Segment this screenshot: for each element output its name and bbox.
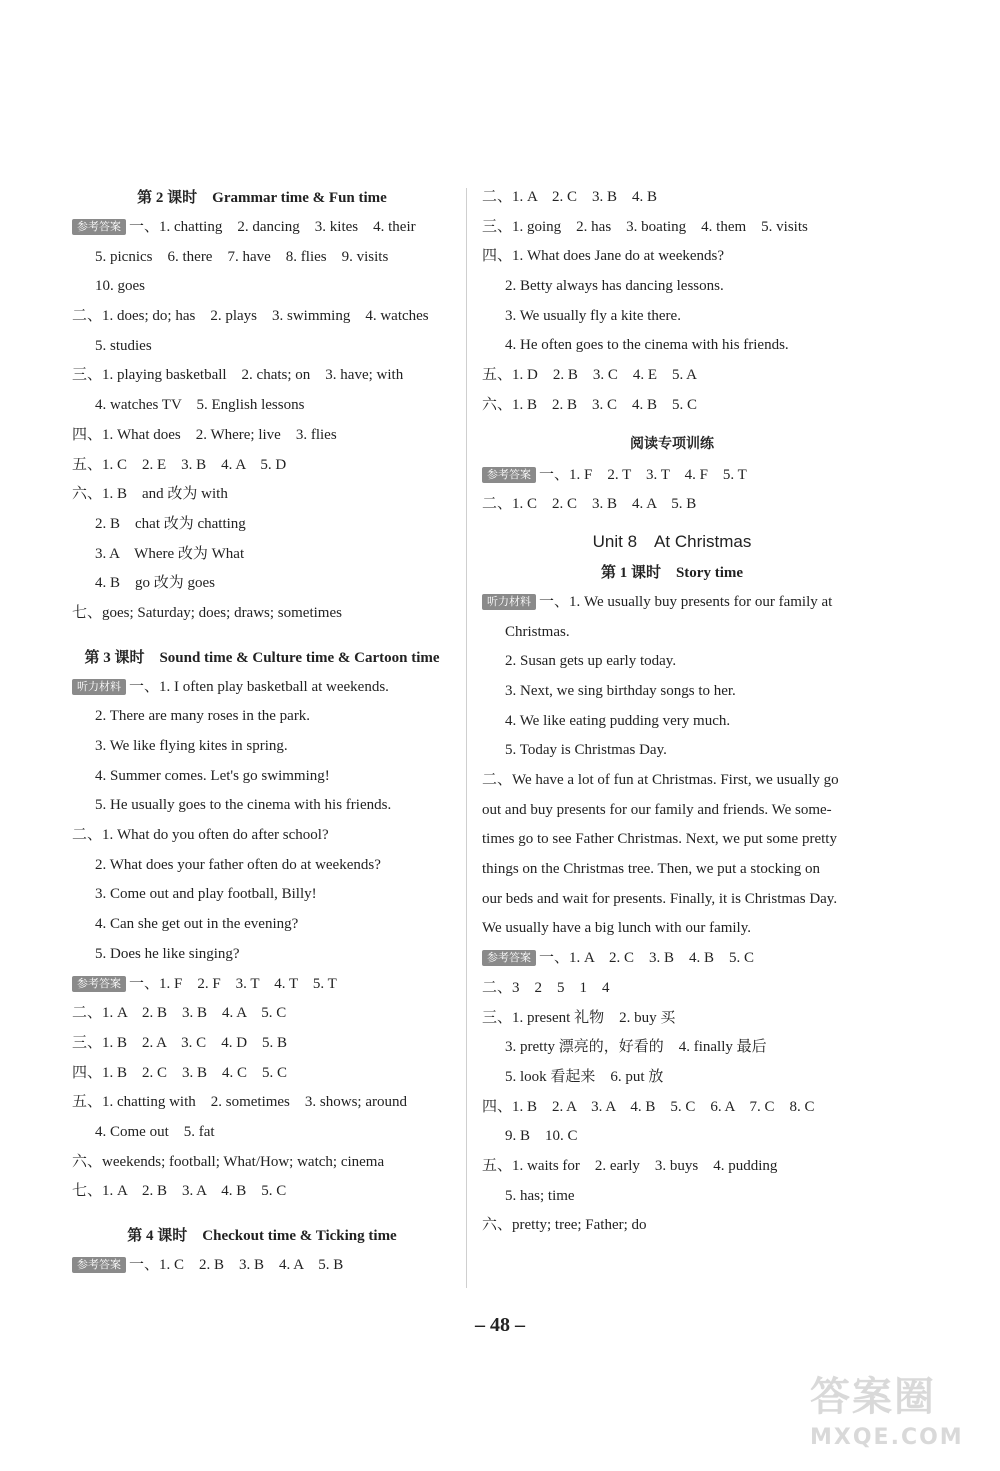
answer-line: 五、1. chatting with 2. sometimes 3. shows; around [72, 1094, 407, 1111]
answer-line: 5. has; time [505, 1187, 575, 1204]
listening-line: 听力材料 一、1. We usually buy presents for our family at [482, 588, 862, 618]
answer-line: 2. B chat 改为 chatting [95, 515, 246, 532]
answer-line: 参考答案 一、1. F 2. T 3. T 4. F 5. T [482, 461, 862, 491]
answer-line: 五、1. D 2. B 3. C 4. E 5. A [482, 367, 698, 384]
answer-line: 二、1. A 2. B 3. B 4. A 5. C [72, 1005, 287, 1022]
answer-line: 三、1. B 2. A 3. C 4. D 5. B [72, 1034, 288, 1051]
listening-badge: 听力材料 [482, 594, 536, 610]
answer-line: 四、1. What does Jane do at weekends? [482, 248, 725, 265]
listening-line: 4. We like eating pudding very much. [505, 712, 731, 729]
answer-line: 七、goes; Saturday; does; draws; sometimes [72, 604, 342, 621]
answer-line: 2. Betty always has dancing lessons. [505, 278, 724, 295]
column-divider [466, 188, 467, 1288]
listening-line: 二、1. What do you often do after school? [72, 827, 329, 844]
answer-line: 参考答案 一、1. A 2. C 3. B 4. B 5. C [482, 944, 862, 974]
answer-line: 六、1. B and 改为 with [72, 486, 228, 503]
listening-line: 4. Summer comes. Let's go swimming! [95, 767, 330, 784]
right-column [482, 183, 862, 1241]
listening-line: 5. Today is Christmas Day. [505, 742, 667, 759]
answer-line: 三、1. going 2. has 3. boating 4. them 5. visits [482, 218, 808, 235]
watermark-logo [810, 1370, 990, 1465]
unit-title: Unit 8 At Christmas [592, 531, 752, 551]
lesson-2-title: 第 2 课时 Grammar time & Fun time [137, 190, 387, 206]
listening-line: things on the Christmas tree. Then, we put a stocking on [482, 861, 821, 878]
answer-line: 参考答案 一、1. F 2. F 3. T 4. T 5. T [72, 970, 452, 1000]
answer-line: 五、1. C 2. E 3. B 4. A 5. D [72, 456, 287, 473]
answer-line: 三、1. present 礼物 2. buy 买 [482, 1009, 676, 1026]
listening-line: 3. Come out and play football, Billy! [95, 886, 317, 903]
answer-line: 六、weekends; football; What/How; watch; cinema [72, 1153, 385, 1170]
answer-line: 参考答案 一、1. C 2. B 3. B 4. A 5. B [72, 1251, 452, 1281]
listening-badge: 听力材料 [72, 679, 126, 695]
listening-line: 二、We have a lot of fun at Christmas. First, we usually go [482, 772, 839, 788]
answer-badge: 参考答案 [482, 467, 536, 483]
listening-line: 2. There are many roses in the park. [95, 708, 311, 725]
answer-line: 3. We usually fly a kite there. [505, 307, 681, 324]
answer-badge: 参考答案 [72, 219, 126, 235]
listening-line: 5. He usually goes to the cinema with his friends. [95, 797, 392, 814]
answer-line: 3. pretty 漂亮的，好看的 4. finally 最后 [505, 1039, 767, 1056]
answer-line: 二、1. A 2. C 3. B 4. B [482, 189, 658, 205]
answer-badge: 参考答案 [72, 1257, 126, 1273]
left-column [72, 183, 452, 1281]
answer-line: 4. watches TV 5. English lessons [95, 397, 305, 414]
answer-line: 5. look 看起来 6. put 放 [505, 1068, 664, 1085]
lesson-3-title: 第 3 课时 Sound time & Culture time & Cartoon time [84, 649, 440, 666]
answer-line: 4. B go 改为 goes [95, 575, 216, 592]
listening-line: 听力材料 一、1. I often play basketball at weekends. [72, 673, 452, 703]
answer-line: 5. picnics 6. there 7. have 8. flies 9. visits [95, 248, 389, 265]
answer-line: 二、1. C 2. C 3. B 4. A 5. B [482, 496, 697, 513]
lesson-1-title: 第 1 课时 Story time [600, 564, 744, 581]
answer-line: 10. goes [95, 278, 145, 295]
listening-line: times go to see Father Christmas. Next, we put some pretty [482, 831, 837, 848]
reading-training-title: 阅读专项训练 [630, 435, 714, 452]
answer-badge: 参考答案 [482, 950, 536, 966]
answer-line: 四、1. B 2. C 3. B 4. C 5. C [72, 1064, 288, 1081]
listening-line: out and buy presents for our family and friends. We some- [482, 801, 832, 818]
listening-line: 5. Does he like singing? [95, 945, 240, 962]
listening-line: 2. Susan gets up early today. [505, 653, 677, 670]
watermark-logo-text: 答案圈 [810, 1374, 936, 1420]
listening-line: 3. We like flying kites in spring. [95, 738, 288, 754]
page-number: – 48 – [475, 1314, 525, 1336]
answer-line: 四、1. B 2. A 3. A 4. B 5. C 6. A 7. C 8. C [482, 1098, 815, 1115]
listening-line: 3. Next, we sing birthday songs to her. [505, 682, 736, 699]
listening-line: our beds and wait for presents. Finally, it is Christmas Day. [482, 890, 838, 907]
answer-line: 二、3 2 5 1 4 [482, 979, 610, 996]
answer-line: 二、1. does; do; has 2. plays 3. swimming 4. watches [72, 308, 429, 325]
answer-line: 七、1. A 2. B 3. A 4. B 5. C [72, 1183, 287, 1200]
listening-line: 2. What does your father often do at weekends? [95, 856, 381, 873]
lesson-4-title: 第 4 课时 Checkout time & Ticking time [127, 1228, 397, 1244]
answer-line: 六、pretty; tree; Father; do [482, 1217, 647, 1234]
answer-line: 四、1. What does 2. Where; live 3. flies [72, 426, 337, 443]
watermark-domain: MXQE.COM [810, 1425, 964, 1450]
answer-line: 三、1. playing basketball 2. chats; on 3. have; with [72, 367, 404, 384]
answer-line: 4. Come out 5. fat [95, 1123, 215, 1140]
answer-line: 3. A Where 改为 What [95, 545, 245, 562]
answer-line: 六、1. B 2. B 3. C 4. B 5. C [482, 396, 698, 413]
answer-line: 五、1. waits for 2. early 3. buys 4. pudding [482, 1157, 778, 1174]
listening-line: We usually have a big lunch with our family. [482, 920, 752, 937]
answer-line: 5. studies [95, 337, 152, 354]
answer-line: 4. He often goes to the cinema with his friends. [505, 337, 789, 354]
answer-badge: 参考答案 [72, 976, 126, 992]
listening-line: Christmas. [505, 623, 570, 640]
answer-line: 9. B 10. C [505, 1128, 578, 1145]
listening-line: 4. Can she get out in the evening? [95, 916, 299, 933]
answer-line: 参考答案 一、1. chatting 2. dancing 3. kites 4. their [72, 213, 452, 243]
